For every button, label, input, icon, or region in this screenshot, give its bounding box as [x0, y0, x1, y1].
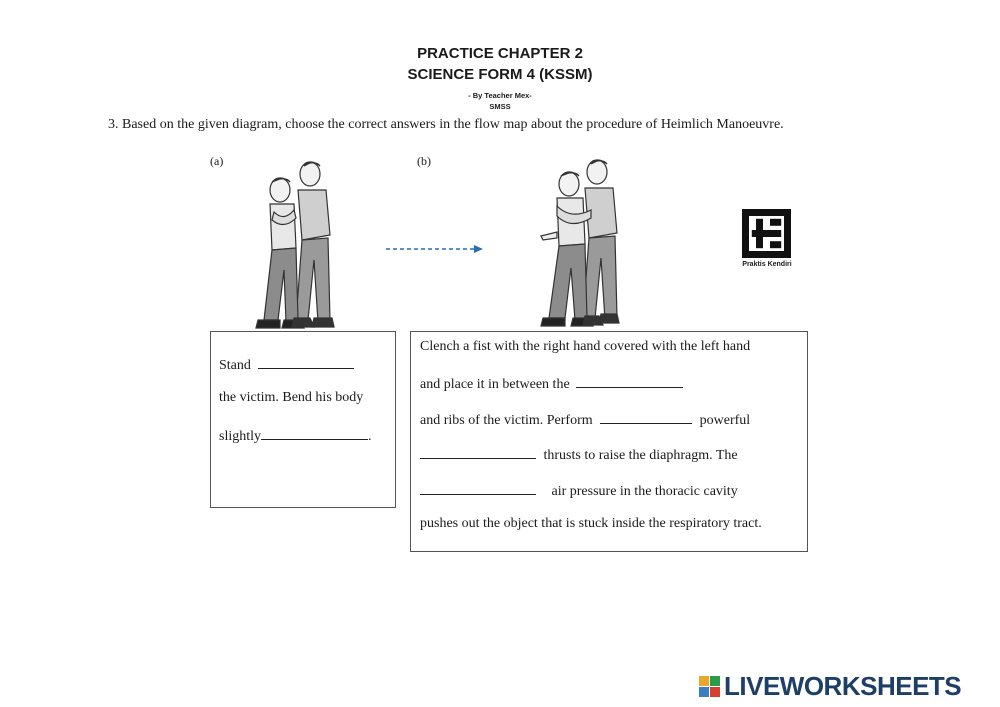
box-b-line-3: [420, 410, 750, 429]
qr-label: Praktis Kendiri: [742, 261, 792, 268]
box-b-line-6: pushes out the object that is stuck inside the respiratory tract.: [420, 516, 762, 531]
blank-body-part[interactable]: [576, 374, 683, 388]
worksheet-subtitle: SCIENCE FORM 4 (KSSM): [407, 66, 593, 83]
school-name: SMSS: [489, 102, 511, 111]
heimlich-figure-a: [248, 160, 348, 335]
blank-air-pressure[interactable]: [420, 481, 536, 495]
brand-cube-v: [699, 687, 709, 697]
figure-label-b: (b): [417, 154, 431, 168]
box-a-period: .: [368, 429, 372, 444]
qr-code-icon[interactable]: [742, 209, 791, 258]
box-b-line-2: [420, 374, 683, 393]
box-a-text-stand: Stand: [219, 358, 251, 373]
box-b-line-5: [420, 481, 738, 500]
blank-stand-position[interactable]: [258, 355, 354, 369]
box-b-text-powerful: powerful: [699, 413, 751, 428]
brand-cube-e: [710, 687, 720, 697]
worksheet-title: PRACTICE CHAPTER 2: [417, 45, 583, 62]
box-b-text-perform: and ribs of the victim. Perform: [420, 413, 593, 428]
flow-arrow: [386, 243, 486, 255]
blank-thrust-manner[interactable]: [600, 410, 692, 424]
blank-thrust-direction[interactable]: [420, 445, 536, 459]
box-a-text-slightly: slightly: [219, 429, 262, 444]
brand-cube-icon: [699, 676, 720, 697]
author-credit: - By Teacher Mex-: [468, 91, 532, 100]
box-a-line-2: the victim. Bend his body: [219, 390, 364, 405]
box-a-line-3: [219, 426, 372, 445]
question-text: 3. Based on the given diagram, choose the correct answers in the flow map about the procedure of Heimlich Manoeuvre.: [108, 117, 784, 132]
box-b-line-4: [420, 445, 738, 464]
heimlich-figure-b: [535, 158, 635, 333]
brand-cube-l: [699, 676, 709, 686]
blank-bend-direction[interactable]: [261, 426, 368, 440]
figure-label-a: (a): [210, 154, 224, 168]
box-b-line-1: Clench a fist with the right hand covered with the left hand: [420, 339, 751, 354]
box-b-text-thrusts: thrusts to raise the diaphragm. The: [543, 448, 738, 463]
box-b-text-air-pressure: air pressure in the thoracic cavity: [551, 484, 738, 499]
brand-cube-i: [710, 676, 720, 686]
brand-name: LIVEWORKSHEETS: [724, 670, 962, 701]
liveworksheets-logo[interactable]: [699, 672, 961, 700]
box-b-text-place: and place it in between the: [420, 377, 570, 392]
box-a-line-1: [219, 355, 354, 374]
